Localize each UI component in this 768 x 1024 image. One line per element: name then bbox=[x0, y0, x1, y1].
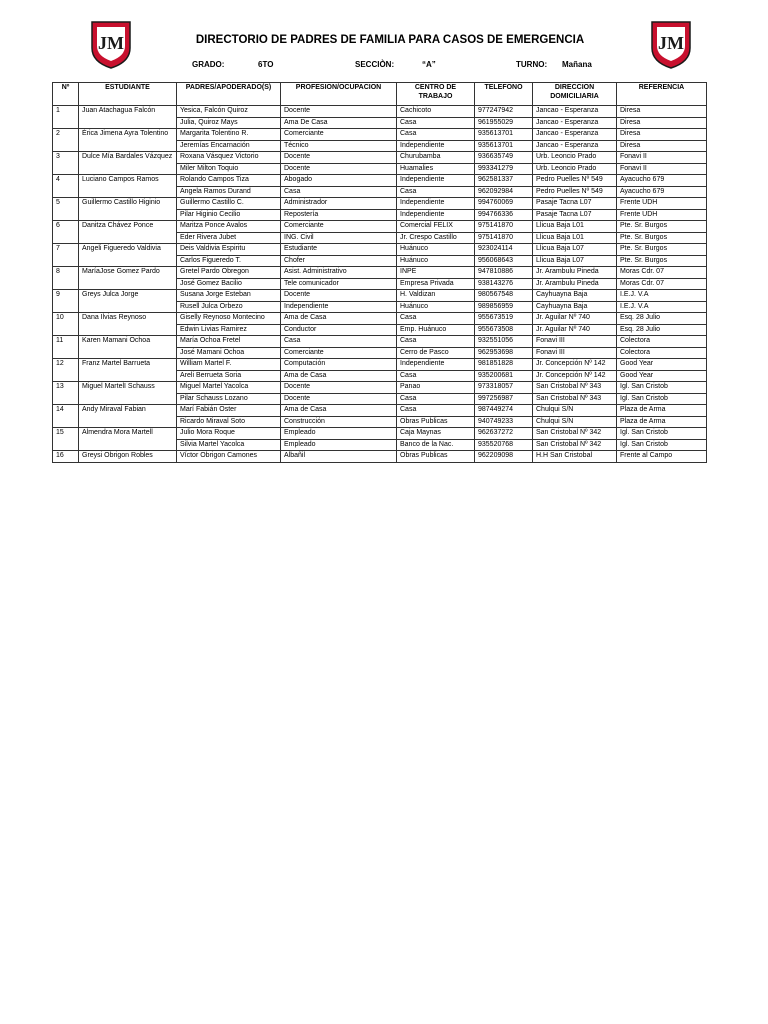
student-name: Juan Atachagua Falcón bbox=[79, 106, 177, 129]
col-header-reference: REFERENCIA bbox=[617, 83, 707, 106]
parent-name: José Gomez Bacilio bbox=[177, 278, 281, 290]
phone-number: 980567548 bbox=[475, 290, 533, 302]
parent-name: Pilar Schauss Lozano bbox=[177, 393, 281, 405]
grado-value: 6TO bbox=[258, 60, 274, 69]
address-reference: Ayacucho 679 bbox=[617, 175, 707, 187]
student-name: Miguel MartelI Schauss bbox=[79, 382, 177, 405]
row-number: 1 bbox=[53, 106, 79, 129]
parent-name: Ricardo Miraval Soto bbox=[177, 416, 281, 428]
student-name: Guillermo Castillo Higinio bbox=[79, 198, 177, 221]
home-address: Llicua Baja L07 bbox=[533, 244, 617, 256]
address-reference: Diresa bbox=[617, 140, 707, 152]
home-address: Llicua Baja L01 bbox=[533, 221, 617, 233]
student-name: Karen Mamani Ochoa bbox=[79, 336, 177, 359]
school-crest-logo bbox=[648, 18, 694, 70]
occupation: Empleado bbox=[281, 439, 397, 451]
address-reference: Igl. San Cristob bbox=[617, 439, 707, 451]
parent-name: Guillermo Castillo C. bbox=[177, 198, 281, 210]
home-address: H.H San Cristobal bbox=[533, 451, 617, 463]
workplace: Banco de la Nac. bbox=[397, 439, 475, 451]
home-address: San Cristobal Nº 343 bbox=[533, 393, 617, 405]
parent-name: William Martel F. bbox=[177, 359, 281, 371]
home-address: Jr. Aguilar Nº 740 bbox=[533, 313, 617, 325]
occupation: Abogado bbox=[281, 175, 397, 187]
home-address: Jancao - Esperanza bbox=[533, 106, 617, 118]
phone-number: 981851828 bbox=[475, 359, 533, 371]
phone-number: 955673508 bbox=[475, 324, 533, 336]
occupation: Tele comunicador bbox=[281, 278, 397, 290]
occupation: Comerciante bbox=[281, 129, 397, 141]
occupation: Independiente bbox=[281, 301, 397, 313]
parent-name: Giselly Reynoso Montecino bbox=[177, 313, 281, 325]
parent-name: Areli Berrueta Soria bbox=[177, 370, 281, 382]
table-row bbox=[53, 290, 707, 302]
home-address: Fonavi III bbox=[533, 347, 617, 359]
phone-number: 975141870 bbox=[475, 232, 533, 244]
phone-number: 936635749 bbox=[475, 152, 533, 164]
workplace: Independiente bbox=[397, 175, 475, 187]
row-number: 6 bbox=[53, 221, 79, 244]
student-name: Greys Julca Jorge bbox=[79, 290, 177, 313]
phone-number: 993341279 bbox=[475, 163, 533, 175]
home-address: San Cristobal Nº 342 bbox=[533, 428, 617, 440]
parent-name: Yesica, Falcón Quiroz bbox=[177, 106, 281, 118]
home-address: Chulqui S/N bbox=[533, 405, 617, 417]
table-row bbox=[53, 451, 707, 463]
workplace: Cachicoto bbox=[397, 106, 475, 118]
workplace: Panao bbox=[397, 382, 475, 394]
occupation: ING. Civil bbox=[281, 232, 397, 244]
col-header-num: Nº bbox=[53, 83, 79, 106]
phone-number: 961955029 bbox=[475, 117, 533, 129]
row-number: 12 bbox=[53, 359, 79, 382]
home-address: Chulqui S/N bbox=[533, 416, 617, 428]
phone-number: 962209098 bbox=[475, 451, 533, 463]
table-row bbox=[53, 428, 707, 440]
workplace: Empresa Privada bbox=[397, 278, 475, 290]
address-reference: Igl. San Cristob bbox=[617, 393, 707, 405]
address-reference: Igl. San Cristob bbox=[617, 382, 707, 394]
phone-number: 973318057 bbox=[475, 382, 533, 394]
parent-name: Deis Valdivia Espiritu bbox=[177, 244, 281, 256]
seccion-label: SECCIÒN: bbox=[355, 60, 395, 69]
parent-name: Edwin Livias Ramirez bbox=[177, 324, 281, 336]
col-header-address: DIRECCION DOMICILIARIA bbox=[533, 83, 617, 106]
phone-number: 997256987 bbox=[475, 393, 533, 405]
student-name: Angeli Figueredo Valdivia bbox=[79, 244, 177, 267]
phone-number: 935200681 bbox=[475, 370, 533, 382]
address-reference: Frente UDH bbox=[617, 209, 707, 221]
row-number: 2 bbox=[53, 129, 79, 152]
table-row bbox=[53, 313, 707, 325]
address-reference: Plaza de Arma bbox=[617, 405, 707, 417]
occupation: Comerciante bbox=[281, 221, 397, 233]
row-number: 11 bbox=[53, 336, 79, 359]
address-reference: Good Year bbox=[617, 370, 707, 382]
workplace: Churubamba bbox=[397, 152, 475, 164]
occupation: Ama de Casa bbox=[281, 313, 397, 325]
svg-text:JM: JM bbox=[98, 33, 124, 53]
table-row bbox=[53, 175, 707, 187]
parent-name: Pilar Higinio Cecilio bbox=[177, 209, 281, 221]
emergency-directory-table bbox=[52, 82, 707, 463]
occupation: Repostería bbox=[281, 209, 397, 221]
row-number: 13 bbox=[53, 382, 79, 405]
address-reference: Fonavi II bbox=[617, 152, 707, 164]
address-reference: Moras Cdr. 07 bbox=[617, 278, 707, 290]
page-title: DIRECTORIO DE PADRES DE FAMILIA PARA CASOS DE EMERGENCIA bbox=[195, 34, 585, 46]
table-body bbox=[53, 106, 707, 463]
address-reference: Pte. Sr. Burgos bbox=[617, 221, 707, 233]
address-reference: Colectora bbox=[617, 347, 707, 359]
phone-number: 935520768 bbox=[475, 439, 533, 451]
address-reference: I.E.J. V.A bbox=[617, 301, 707, 313]
occupation: Casa bbox=[281, 336, 397, 348]
parent-name: Miler Milton Toquio bbox=[177, 163, 281, 175]
phone-number: 947810886 bbox=[475, 267, 533, 279]
occupation: Conductor bbox=[281, 324, 397, 336]
workplace: Casa bbox=[397, 393, 475, 405]
home-address: Urb. Leoncio Prado bbox=[533, 152, 617, 164]
home-address: Jancao - Esperanza bbox=[533, 117, 617, 129]
phone-number: 938143276 bbox=[475, 278, 533, 290]
parent-name: Maritza Ponce Avalos bbox=[177, 221, 281, 233]
workplace: Casa bbox=[397, 405, 475, 417]
row-number: 7 bbox=[53, 244, 79, 267]
parent-name: Víctor Obrigon Camones bbox=[177, 451, 281, 463]
grado-label: GRADO: bbox=[192, 60, 225, 69]
workplace: Obras Publicas bbox=[397, 416, 475, 428]
col-header-student: ESTUDIANTE bbox=[79, 83, 177, 106]
table-row bbox=[53, 221, 707, 233]
col-header-occupation: PROFESION/OCUPACION bbox=[281, 83, 397, 106]
parent-name: José Mamani Ochoa bbox=[177, 347, 281, 359]
occupation: Chofer bbox=[281, 255, 397, 267]
parent-name: Rolando Campos Tiza bbox=[177, 175, 281, 187]
table-row bbox=[53, 267, 707, 279]
row-number: 9 bbox=[53, 290, 79, 313]
phone-number: 962953698 bbox=[475, 347, 533, 359]
workplace: INPE bbox=[397, 267, 475, 279]
col-header-parents: PADRES/APODERADO(S) bbox=[177, 83, 281, 106]
row-number: 4 bbox=[53, 175, 79, 198]
student-name: Dulce Mía Bardales Vázquez bbox=[79, 152, 177, 175]
workplace: Casa bbox=[397, 186, 475, 198]
workplace: Independiente bbox=[397, 209, 475, 221]
home-address: Fonavi III bbox=[533, 336, 617, 348]
occupation: Docente bbox=[281, 393, 397, 405]
table-row bbox=[53, 405, 707, 417]
home-address: Jr. Arambulu Pineda bbox=[533, 278, 617, 290]
phone-number: 977247942 bbox=[475, 106, 533, 118]
phone-number: 935613701 bbox=[475, 129, 533, 141]
phone-number: 962637272 bbox=[475, 428, 533, 440]
occupation: Docente bbox=[281, 290, 397, 302]
occupation: Administrador bbox=[281, 198, 397, 210]
parent-name: Miguel Martel Yacolca bbox=[177, 382, 281, 394]
workplace: Independiente bbox=[397, 140, 475, 152]
workplace: Jr. Crespo Castillo bbox=[397, 232, 475, 244]
row-number: 16 bbox=[53, 451, 79, 463]
student-name: Greysi Obrigon Robles bbox=[79, 451, 177, 463]
address-reference: Colectora bbox=[617, 336, 707, 348]
workplace: H. Valdizan bbox=[397, 290, 475, 302]
workplace: Huánuco bbox=[397, 255, 475, 267]
occupation: Técnico bbox=[281, 140, 397, 152]
table-row bbox=[53, 359, 707, 371]
occupation: Docente bbox=[281, 106, 397, 118]
phone-number: 923024114 bbox=[475, 244, 533, 256]
parent-name: Gretel Pardo Obregon bbox=[177, 267, 281, 279]
phone-number: 994760069 bbox=[475, 198, 533, 210]
row-number: 3 bbox=[53, 152, 79, 175]
address-reference: Frente al Campo bbox=[617, 451, 707, 463]
occupation: Ama De Casa bbox=[281, 117, 397, 129]
row-number: 14 bbox=[53, 405, 79, 428]
phone-number: 994766336 bbox=[475, 209, 533, 221]
workplace: Casa bbox=[397, 370, 475, 382]
parent-name: Silvia Martel Yacolca bbox=[177, 439, 281, 451]
parent-name: Angela Ramos Durand bbox=[177, 186, 281, 198]
phone-number: 975141870 bbox=[475, 221, 533, 233]
row-number: 15 bbox=[53, 428, 79, 451]
address-reference: Diresa bbox=[617, 117, 707, 129]
home-address: Llicua Baja L07 bbox=[533, 255, 617, 267]
svg-text:JM: JM bbox=[658, 33, 684, 53]
col-header-phone: TELEFONO bbox=[475, 83, 533, 106]
address-reference: Diresa bbox=[617, 129, 707, 141]
home-address: Jancao - Esperanza bbox=[533, 129, 617, 141]
home-address: Pasaje Tacna L07 bbox=[533, 209, 617, 221]
address-reference: Esq. 28 Julio bbox=[617, 313, 707, 325]
student-name: Érica Jimena Ayra Tolentino bbox=[79, 129, 177, 152]
school-crest-logo bbox=[88, 18, 134, 70]
phone-number: 987449274 bbox=[475, 405, 533, 417]
student-name: Luciano Campos Ramos bbox=[79, 175, 177, 198]
home-address: Cayhuayna Baja bbox=[533, 301, 617, 313]
home-address: Jancao - Esperanza bbox=[533, 140, 617, 152]
home-address: Jr. Concepción Nº 142 bbox=[533, 359, 617, 371]
workplace: Independiente bbox=[397, 198, 475, 210]
workplace: Caja Maynas bbox=[397, 428, 475, 440]
student-name: MaríaJose Gomez Pardo bbox=[79, 267, 177, 290]
workplace: Casa bbox=[397, 336, 475, 348]
parent-name: María Ochoa Fretel bbox=[177, 336, 281, 348]
table-row bbox=[53, 129, 707, 141]
home-address: San Cristobal Nº 342 bbox=[533, 439, 617, 451]
student-name: Almendra Mora Martell bbox=[79, 428, 177, 451]
student-name: Andy Miraval Fabian bbox=[79, 405, 177, 428]
parent-name: Eder Rivera Jubet bbox=[177, 232, 281, 244]
workplace: Huamalies bbox=[397, 163, 475, 175]
table-row bbox=[53, 382, 707, 394]
address-reference: Pte. Sr. Burgos bbox=[617, 255, 707, 267]
address-reference: Igl. San Cristob bbox=[617, 428, 707, 440]
occupation: Estudiante bbox=[281, 244, 397, 256]
occupation: Docente bbox=[281, 163, 397, 175]
address-reference: Pte. Sr. Burgos bbox=[617, 244, 707, 256]
home-address: Cayhuayna Baja bbox=[533, 290, 617, 302]
address-reference: Plaza de Arma bbox=[617, 416, 707, 428]
workplace: Huánuco bbox=[397, 244, 475, 256]
home-address: Urb. Leoncio Prado bbox=[533, 163, 617, 175]
phone-number: 962092984 bbox=[475, 186, 533, 198]
student-name: Danitza Chávez Ponce bbox=[79, 221, 177, 244]
workplace: Casa bbox=[397, 129, 475, 141]
phone-number: 940749233 bbox=[475, 416, 533, 428]
student-name: Dana Ilvias Reynoso bbox=[79, 313, 177, 336]
workplace: Obras Publicas bbox=[397, 451, 475, 463]
workplace: Emp. Huánuco bbox=[397, 324, 475, 336]
address-reference: Esq. 28 Julio bbox=[617, 324, 707, 336]
occupation: Ama de Casa bbox=[281, 370, 397, 382]
table-row bbox=[53, 336, 707, 348]
workplace: Independiente bbox=[397, 359, 475, 371]
workplace: Comercial FELIX bbox=[397, 221, 475, 233]
parent-name: Carlos Figueredo T. bbox=[177, 255, 281, 267]
row-number: 5 bbox=[53, 198, 79, 221]
occupation: Comerciante bbox=[281, 347, 397, 359]
home-address: San Cristobal Nº 343 bbox=[533, 382, 617, 394]
turno-label: TURNO: bbox=[516, 60, 548, 69]
address-reference: Fonavi II bbox=[617, 163, 707, 175]
parent-name: Margarita Tolentino R. bbox=[177, 129, 281, 141]
turno-value: Mañana bbox=[562, 60, 592, 69]
phone-number: 962581337 bbox=[475, 175, 533, 187]
phone-number: 989856959 bbox=[475, 301, 533, 313]
occupation: Ama de Casa bbox=[281, 405, 397, 417]
workplace: Casa bbox=[397, 313, 475, 325]
workplace: Huánuco bbox=[397, 301, 475, 313]
occupation: Empleado bbox=[281, 428, 397, 440]
home-address: Jr. Aguilar Nº 740 bbox=[533, 324, 617, 336]
address-reference: Ayacucho 679 bbox=[617, 186, 707, 198]
parent-name: Jeremías Encarnación bbox=[177, 140, 281, 152]
address-reference: I.E.J. V.A bbox=[617, 290, 707, 302]
parent-name: Susana Jorge Esteban bbox=[177, 290, 281, 302]
table-row bbox=[53, 198, 707, 210]
occupation: Albañil bbox=[281, 451, 397, 463]
home-address: Llicua Baja L01 bbox=[533, 232, 617, 244]
home-address: Pasaje Tacna L07 bbox=[533, 198, 617, 210]
workplace: Casa bbox=[397, 117, 475, 129]
home-address: Jr. Arambulu Pineda bbox=[533, 267, 617, 279]
occupation: Computación bbox=[281, 359, 397, 371]
phone-number: 956068643 bbox=[475, 255, 533, 267]
table-row bbox=[53, 106, 707, 118]
address-reference: Moras Cdr. 07 bbox=[617, 267, 707, 279]
parent-name: Rusell Julca Orbezo bbox=[177, 301, 281, 313]
home-address: Pedro Puelles Nº 549 bbox=[533, 186, 617, 198]
seccion-value: “A” bbox=[422, 60, 436, 69]
occupation: Asist. Administrativo bbox=[281, 267, 397, 279]
occupation: Construcción bbox=[281, 416, 397, 428]
student-name: Franz Martel Barrueta bbox=[79, 359, 177, 382]
table-row bbox=[53, 152, 707, 164]
phone-number: 955673519 bbox=[475, 313, 533, 325]
occupation: Docente bbox=[281, 382, 397, 394]
parent-name: Roxana Vásquez Victorio bbox=[177, 152, 281, 164]
parent-name: Marí Fabián Oster bbox=[177, 405, 281, 417]
address-reference: Pte. Sr. Burgos bbox=[617, 232, 707, 244]
row-number: 10 bbox=[53, 313, 79, 336]
col-header-workplace: CENTRO DE TRABAJO bbox=[397, 83, 475, 106]
parent-name: Julia, Quiroz Mays bbox=[177, 117, 281, 129]
table-row bbox=[53, 244, 707, 256]
phone-number: 932551056 bbox=[475, 336, 533, 348]
workplace: Cerro de Pasco bbox=[397, 347, 475, 359]
occupation: Docente bbox=[281, 152, 397, 164]
parent-name: Julio Mora Roque bbox=[177, 428, 281, 440]
row-number: 8 bbox=[53, 267, 79, 290]
table-header-row bbox=[53, 83, 707, 106]
address-reference: Diresa bbox=[617, 106, 707, 118]
home-address: Pedro Puelles Nº 549 bbox=[533, 175, 617, 187]
address-reference: Frente UDH bbox=[617, 198, 707, 210]
home-address: Jr. Concepción Nº 142 bbox=[533, 370, 617, 382]
address-reference: Good Year bbox=[617, 359, 707, 371]
phone-number: 935613701 bbox=[475, 140, 533, 152]
occupation: Casa bbox=[281, 186, 397, 198]
